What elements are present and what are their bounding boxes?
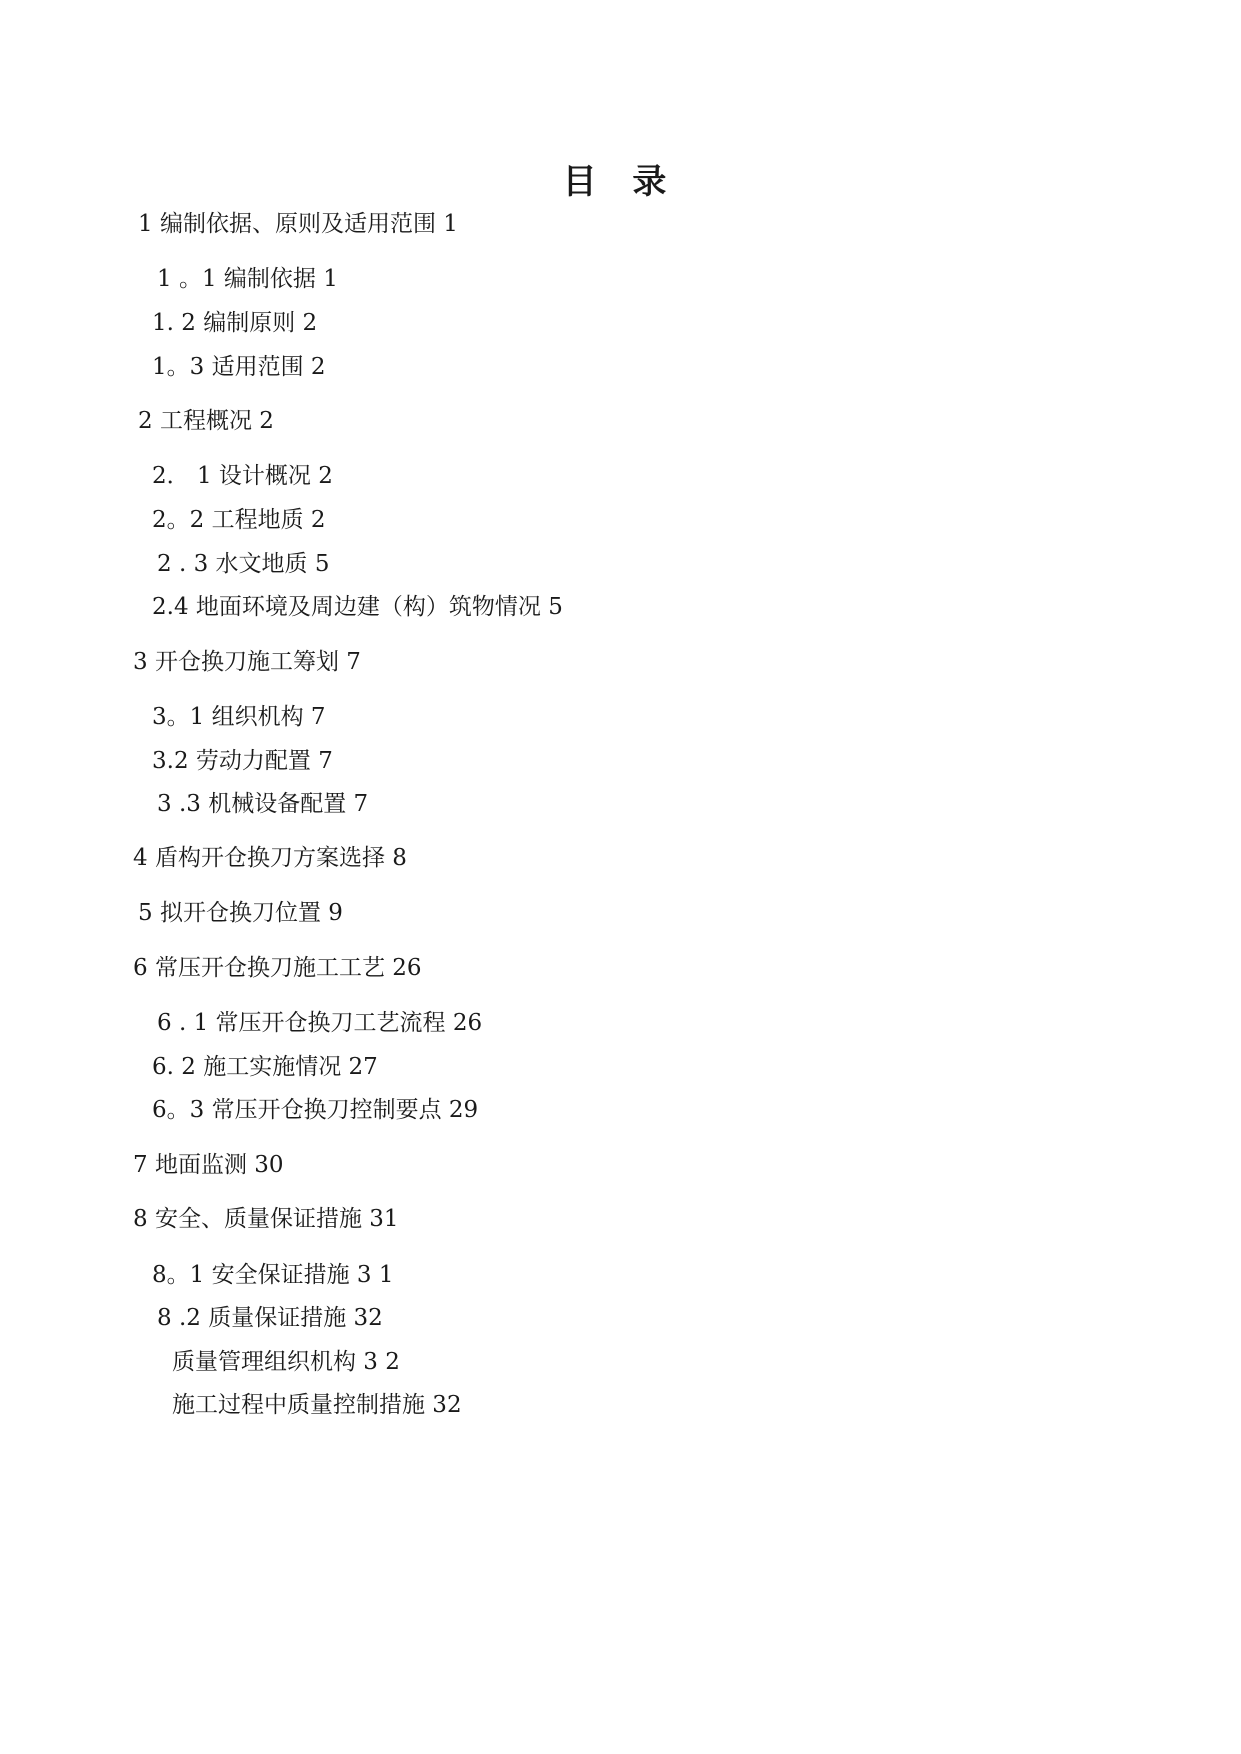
toc-entry-8-1: 8。1 安全保证措施 3 1 (152, 1262, 394, 1288)
toc-entry-1-3: 1。3 适用范围 2 (152, 354, 326, 380)
toc-entry-2: 2 工程概况 2 (138, 408, 274, 434)
toc-entry-3: 3 开仓换刀施工筹划 7 (133, 649, 361, 675)
toc-entry-7: 7 地面监测 30 (133, 1152, 284, 1178)
toc-entry-2-2: 2。2 工程地质 2 (152, 507, 326, 533)
toc-entry-2-4: 2.4 地面环境及周边建（构）筑物情况 5 (152, 594, 563, 620)
toc-entry-6-1: 6 . 1 常压开仓换刀工艺流程 26 (157, 1010, 483, 1036)
toc-entry-8: 8 安全、质量保证措施 31 (133, 1206, 399, 1232)
toc-entry-1-1: 1 。1 编制依据 1 (157, 266, 338, 292)
toc-entry-4: 4 盾构开仓换刀方案选择 8 (133, 845, 407, 871)
toc-entry-2-3: 2 . 3 水文地质 5 (157, 551, 330, 577)
toc-entry-8-2: 8 .2 质量保证措施 32 (157, 1305, 383, 1331)
toc-entry-8-2-1: 质量管理组织机构 3 2 (172, 1349, 400, 1375)
toc-entry-6-3: 6。3 常压开仓换刀控制要点 29 (152, 1097, 479, 1123)
toc-entry-8-2-2: 施工过程中质量控制措施 32 (172, 1392, 462, 1418)
toc-entry-1-2: 1. 2 编制原则 2 (152, 310, 318, 336)
toc-entry-2-1: 2． 1 设计概况 2 (152, 463, 333, 489)
toc-entry-6: 6 常压开仓换刀施工工艺 26 (133, 955, 422, 981)
toc-entry-3-3: 3 .3 机械设备配置 7 (157, 791, 369, 817)
toc-entry-5: 5 拟开仓换刀位置 9 (138, 900, 343, 926)
toc-title: 目 录 (562, 162, 679, 202)
toc-entry-3-1: 3。1 组织机构 7 (152, 704, 326, 730)
toc-entry-1: 1 编制依据、原则及适用范围 1 (138, 211, 458, 237)
toc-entry-6-2: 6. 2 施工实施情况 27 (152, 1054, 378, 1080)
toc-entry-3-2: 3.2 劳动力配置 7 (152, 748, 333, 774)
